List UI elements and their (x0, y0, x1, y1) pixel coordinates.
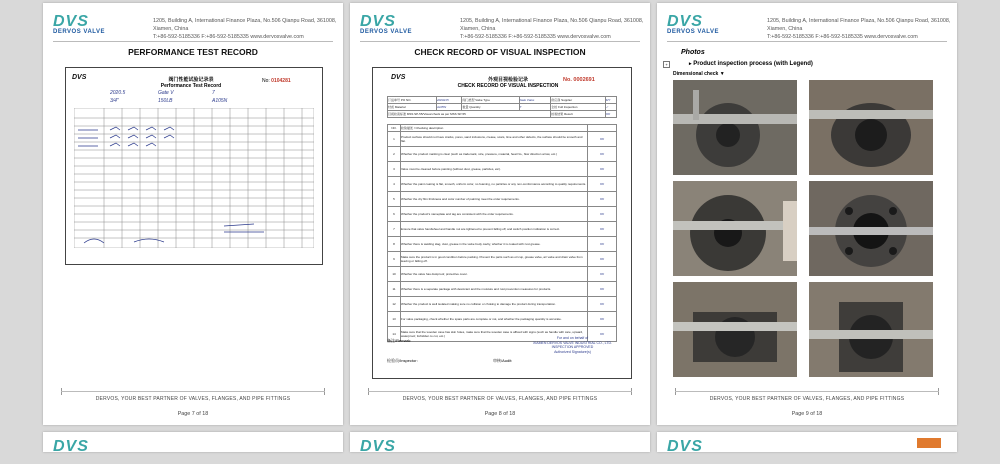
field-value: 7 (519, 104, 551, 111)
document-page-10-top (43, 432, 343, 455)
address-line-1: 1205, Building A, International Finance Plaza, No.506 Qianpu Road, 361008, Xiamen, China (767, 18, 951, 32)
hand-note: 2020.5 (110, 90, 126, 96)
scan-logo: DVS (72, 74, 87, 81)
row-description: Whether the product's nameplate and tag are consistent with the order requirements. (401, 207, 588, 222)
checklist-table (387, 124, 617, 342)
footer-divider (675, 391, 939, 392)
row-mark: OK (588, 162, 617, 177)
field-label: 数量 Quantity (462, 104, 519, 111)
row-mark: OK (588, 132, 617, 147)
header-divider (53, 41, 333, 42)
field-value: A105N (436, 104, 462, 111)
photo-flange-caliper (809, 80, 933, 175)
auditor-label: 审核/Audit: (493, 358, 513, 363)
row-description: Whether the product marking is clear (such as trademark, size, pressure, material, heat No., flow direction arrow, etc.) (401, 147, 588, 162)
row-description: For valve packaging, check whether the spare parts are complete or not, and whether the packaging quantity is accurate. (401, 312, 588, 327)
triangle-down-icon[interactable]: ▼ (719, 71, 725, 77)
company-address (767, 17, 957, 41)
standard-line: 目视检查标准 MSS SP-55/Visual check as per MSS SP-55 (388, 111, 551, 118)
field-label: 订货单号 PO NO. (388, 97, 437, 104)
document-page-12-top (657, 432, 957, 455)
logo-brand: DERVOS VALVE (667, 29, 720, 35)
dimensional-check-toggle[interactable] (673, 71, 725, 77)
page-number: Page 7 of 18 (177, 411, 209, 417)
hand-note: Gate V (158, 90, 174, 96)
photo-valve-caliper (673, 80, 797, 175)
footer-divider (61, 391, 325, 392)
row-description: Whether the product is well isolated making sure no collision or choking to damage the product during transportation. (401, 297, 588, 312)
field-value: Gate Valve (519, 97, 551, 104)
address-line-1: 1205, Building A, International Finance Plaza, No.506 Qianpu Road, 361008, Xiamen, China (153, 18, 337, 32)
photo-flange-bore (673, 181, 797, 276)
row-description: Make sure the product is in good condition before packing. Prevent the parts such as oil cup, grease valve, air valve and drain valve from leaving or falling off. (401, 252, 588, 267)
row-description: Whether the paint coating is flat, smooth, uniform color, no foaming, no particles or any non-conformance according to quality requirements. (401, 177, 588, 192)
row-mark: OK (588, 312, 617, 327)
row-number: 4 (388, 177, 401, 192)
footer-tagline: DERVOS, YOUR BEST PARTNER OF VALVES, FLANGES, AND PIPE FITTINGS (402, 396, 598, 402)
row-number: 10 (388, 267, 401, 282)
page-title: CHECK RECORD OF VISUAL INSPECTION (414, 47, 586, 57)
row-number: 1 (388, 132, 401, 147)
stamp-line: XIAMEN DERVOS VALVE INDUSTRIAL CO., LTD. (533, 340, 612, 345)
hand-note: 3/4" (110, 98, 119, 104)
row-description: Valve must be cleaned before painting (without dust, grease, particles, etc). (401, 162, 588, 177)
logo-brand: DERVOS VALVE (53, 29, 106, 35)
photo-valve-length (673, 282, 797, 377)
photo-valve-body (809, 282, 933, 377)
col-desc-header: 检验描述 / Checking description (401, 125, 588, 132)
row-description: Whether the valve has dustproof, protective cover. (401, 267, 588, 282)
photos-heading: Photos (681, 49, 705, 56)
address-line-2: T:+86-592-5185336 F:+86-592-5185335 www.dervosvalve.com (153, 34, 304, 40)
logo-mark: DVS (360, 13, 396, 30)
field-label: 检验结果 Result (551, 111, 606, 118)
inspector-label: 检验员/Inspector: (387, 358, 418, 363)
brand-logo (667, 13, 737, 39)
header-fields-table (387, 96, 617, 118)
page-number: Page 9 of 18 (791, 411, 823, 417)
col-mark-header (588, 125, 617, 132)
scanned-visual-inspection-record (372, 67, 632, 379)
row-description: Whether the dry film thickness and color number of painting meet the order requirements. (401, 192, 588, 207)
brand-logo-partial (360, 438, 430, 464)
field-label: 全检 Full Inspection (551, 104, 606, 111)
row-mark: OK (588, 327, 617, 342)
stamp-line: Authorized Signature(s) (554, 349, 591, 354)
header-divider (667, 41, 947, 42)
row-mark: OK (588, 282, 617, 297)
scan-title-cn: 外观目视检验记录 (487, 77, 528, 83)
field-value: OK (605, 111, 616, 118)
row-number: 14 (388, 327, 401, 342)
row-number: 3 (388, 162, 401, 177)
field-value: 2020215 (436, 97, 462, 104)
row-mark: OK (588, 252, 617, 267)
test-grid (74, 108, 314, 248)
remark-label: 备注/Remark: (387, 338, 412, 343)
footer-divider (368, 391, 632, 392)
address-line-1: 1205, Building A, International Finance Plaza, No.506 Qianpu Road, 361008, Xiamen, China (460, 18, 644, 32)
logo-mark: DVS (667, 13, 703, 30)
photo-flange-face (809, 181, 933, 276)
record-number (262, 78, 291, 84)
row-mark: OK (588, 237, 617, 252)
page-title: PERFORMANCE TEST RECORD (128, 47, 258, 57)
row-number: 5 (388, 192, 401, 207)
orange-badge (917, 438, 941, 448)
approval-stamp (533, 336, 612, 354)
company-address (153, 17, 343, 41)
row-number: 6 (388, 207, 401, 222)
row-mark: OK (588, 192, 617, 207)
document-page-8 (350, 3, 650, 425)
field-label: 供应商 Supplier (551, 97, 606, 104)
scan-logo: DVS (391, 74, 406, 81)
brand-logo (53, 13, 123, 39)
row-number: 13 (388, 312, 401, 327)
footer-tagline: DERVOS, YOUR BEST PARTNER OF VALVES, FLANGES, AND PIPE FITTINGS (709, 396, 905, 402)
hand-note: 7 (212, 90, 215, 96)
scanned-performance-record (65, 67, 323, 265)
row-number: 2 (388, 147, 401, 162)
brand-logo (360, 13, 430, 39)
row-description: Make sure that the wooden case has skin holes, make sure that the wooden case is affixed with signs (such as handle with care, upward, waterproof, forbidden to cut, etc.) (401, 327, 588, 342)
row-number: 8 (388, 237, 401, 252)
page-number: Page 8 of 18 (484, 411, 516, 417)
address-line-2: T:+86-592-5185336 F:+86-592-5185335 www.dervosvalve.com (460, 34, 611, 40)
record-no-label: No: (262, 78, 270, 84)
logo-mark: DVS (53, 438, 89, 455)
field-label: 阀门类型 Valve Type (462, 97, 519, 104)
document-page-7 (43, 3, 343, 425)
brand-logo-partial (53, 438, 123, 464)
record-number: No. 0002691 (563, 77, 595, 83)
scan-title-en: CHECK RECORD OF VISUAL INSPECTION (457, 83, 559, 89)
row-mark: OK (588, 177, 617, 192)
scan-title (136, 76, 246, 89)
row-mark: OK (588, 267, 617, 282)
row-number: 12 (388, 297, 401, 312)
process-item-label: Product inspection process (with Legend) (693, 61, 813, 67)
row-description: Ensure that valve handwheel and handle nut are tightened to prevent falling off, and switch position indication is correct. (401, 222, 588, 237)
logo-mark: DVS (667, 438, 703, 455)
process-item[interactable] (689, 61, 813, 67)
row-mark: OK (588, 222, 617, 237)
address-line-2: T:+86-592-5185336 F:+86-592-5185335 www.dervosvalve.com (767, 34, 918, 40)
row-number: 7 (388, 222, 401, 237)
row-description: Whether there is a separate package with desiccant and the moisture and rust prevention measures for products. (401, 282, 588, 297)
company-address (460, 17, 650, 41)
record-no-value: 0104281 (271, 78, 291, 84)
document-page-9 (657, 3, 957, 425)
scan-title-en: Performance Test Record (160, 83, 222, 89)
row-description: Whether there is welding slag, dust, grease in the valve body cavity, whether it is coated with rust grease. (401, 237, 588, 252)
stamp-line: For and on behalf of (556, 336, 589, 340)
hand-note: 150LB (158, 98, 173, 104)
dimensional-check-label: Dimensional check (673, 71, 719, 77)
row-mark: OK (588, 207, 617, 222)
logo-mark: DVS (53, 13, 89, 30)
logo-mark: DVS (360, 438, 396, 455)
plus-box-icon[interactable]: + (663, 61, 670, 68)
field-value: MY (605, 97, 616, 104)
stamp-line: INSPECTION APPROVED (551, 345, 594, 349)
logo-brand: DERVOS VALVE (360, 29, 413, 35)
brand-logo-partial (667, 438, 737, 464)
col-no-header: NO. (388, 125, 401, 132)
row-description: Product surface should not have cracks, pores, sand inclusions, crease, scars, lime and other defects, the surface should be smooth and flat. (401, 132, 588, 147)
row-mark: OK (588, 147, 617, 162)
header-divider (360, 41, 640, 42)
hand-note: A105N (212, 98, 228, 104)
scan-title (453, 76, 563, 89)
document-page-11-top (350, 432, 650, 455)
row-number: 9 (388, 252, 401, 267)
footer-tagline: DERVOS, YOUR BEST PARTNER OF VALVES, FLANGES, AND PIPE FITTINGS (95, 396, 291, 402)
row-number: 11 (388, 282, 401, 297)
field-value: ✓ (605, 104, 616, 111)
row-mark: OK (588, 297, 617, 312)
scan-title-cn: 阀门性能试验记录表 (168, 77, 214, 83)
field-label: 材质 Material (388, 104, 437, 111)
bullet-icon: ▸ (689, 61, 692, 67)
